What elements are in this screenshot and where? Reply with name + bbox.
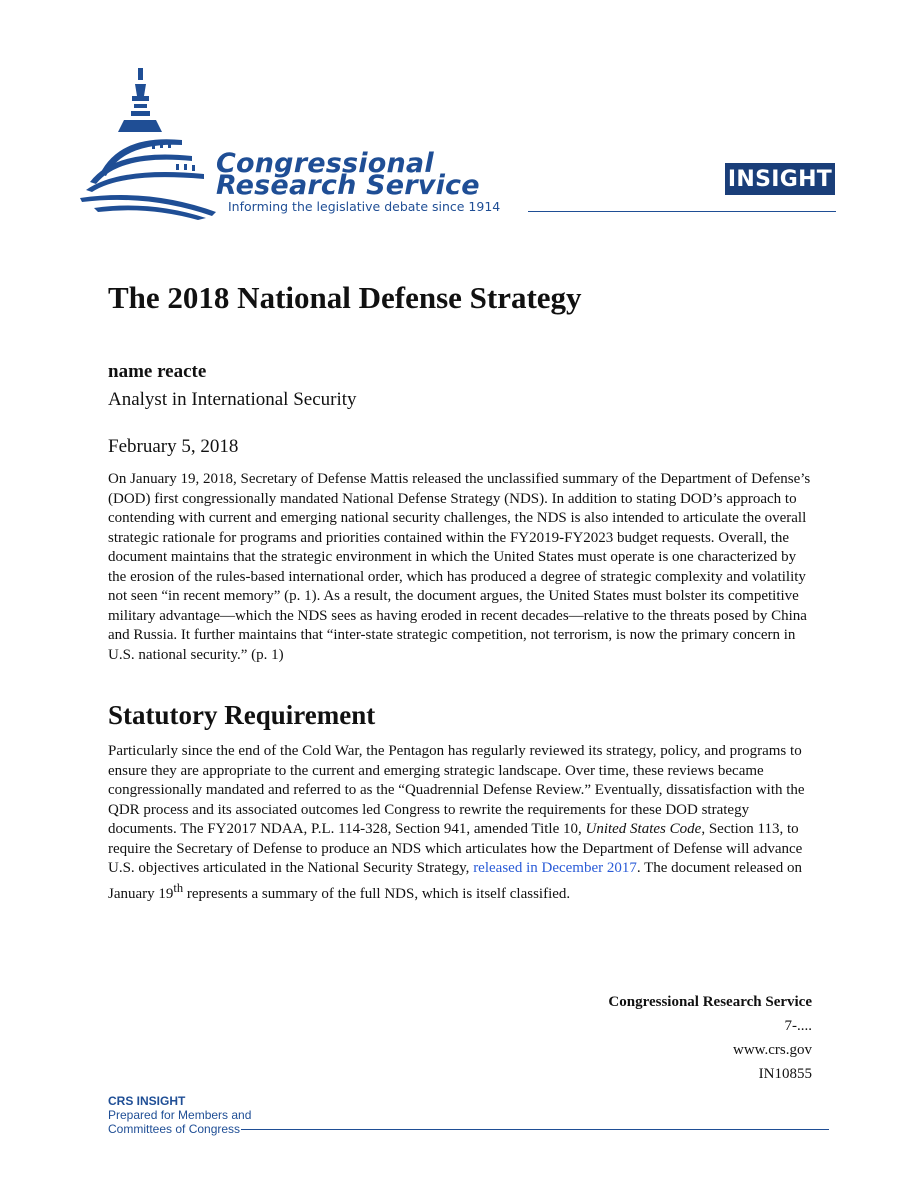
footer-code: 7-.... xyxy=(784,1018,812,1034)
header-divider xyxy=(528,211,836,212)
footer-divider xyxy=(241,1129,829,1130)
footer-org-name: Congressional Research Service xyxy=(608,994,812,1010)
crs-insight-label: CRS INSIGHT xyxy=(108,1094,186,1108)
logo-tagline: Informing the legislative debate since 1914 xyxy=(228,199,501,214)
author-name: name reacte xyxy=(108,361,207,382)
prepared-line1: Prepared for Members and xyxy=(108,1108,252,1122)
italic-citation: United States Code xyxy=(585,821,702,837)
statutory-paragraph xyxy=(108,742,816,904)
nss-link[interactable]: released in December 2017 xyxy=(473,860,637,876)
crs-insight-footer xyxy=(108,1094,251,1136)
statutory-text-3: . The document released on January 19 xyxy=(108,860,802,902)
ordinal-superscript: th xyxy=(173,880,184,895)
footer-report-id: IN10855 xyxy=(758,1066,812,1082)
logo-wordmark-line1: Congressional xyxy=(216,148,434,179)
statutory-text-1: Particularly since the end of the Cold War, the Pentagon has regularly reviewed its strategy, policy, and programs to ensure they are appropriate to the current and emerging strategic landscape. Over time, these reviews became congressionally mandated and referred to as the “Quadrennial Defense Review.” Eventually, dissatisfaction with the QDR process and its associated outcomes led Congress to rewrite the requirements for these DOD strategy documents. The FY2017 NDAA, P.L. 114-328, Section 941, amended Title 10, xyxy=(108,743,805,837)
document-title: The 2018 National Defense Strategy xyxy=(108,280,582,315)
prepared-line2: Committees of Congress xyxy=(108,1122,241,1136)
statutory-text-4: represents a summary of the full NDS, which is itself classified. xyxy=(183,885,571,902)
insight-badge: INSIGHT xyxy=(725,163,835,195)
section-heading: Statutory Requirement xyxy=(108,700,376,730)
logo-wordmark-line2: Research Service xyxy=(216,170,480,201)
footer-url[interactable]: www.crs.gov xyxy=(732,1042,812,1058)
author-title: Analyst in International Security xyxy=(108,389,357,410)
footer-info xyxy=(608,990,812,1086)
intro-paragraph: On January 19, 2018, Secretary of Defense Mattis released the unclassified summary of the Department of Defense’s (DOD) first congressionally mandated National Defense Strategy (NDS). In addition to stating DOD’s approach to contending with current and emerging national security challenges, the NDS is also intended to articulate the overall strategic rationale for programs and priorities contained within the FY2019-FY2023 budget requests. Overall, the document maintains that the strategic environment in which the United States must operate is one characterized by the erosion of the rules-based international order, which has produced a degree of strategic complexity and volatility not seen “in recent memory” (p. 1). As a result, the document argues, the United States must bolster its competitive military advantage—which the NDS sees as having eroded in recent decades—relative to the threats posed by China and Russia. It further maintains that “inter-state strategic competition, not terrorism, is now the primary concern in U.S. national security.” (p. 1) xyxy=(108,471,811,663)
publication-date: February 5, 2018 xyxy=(108,436,239,457)
statutory-text-2: , Section 113, to require the Secretary of Defense to produce an NDS which articulates how the Department of Defense will advance U.S. objectives articulated in the National Security Strategy, xyxy=(108,821,803,876)
